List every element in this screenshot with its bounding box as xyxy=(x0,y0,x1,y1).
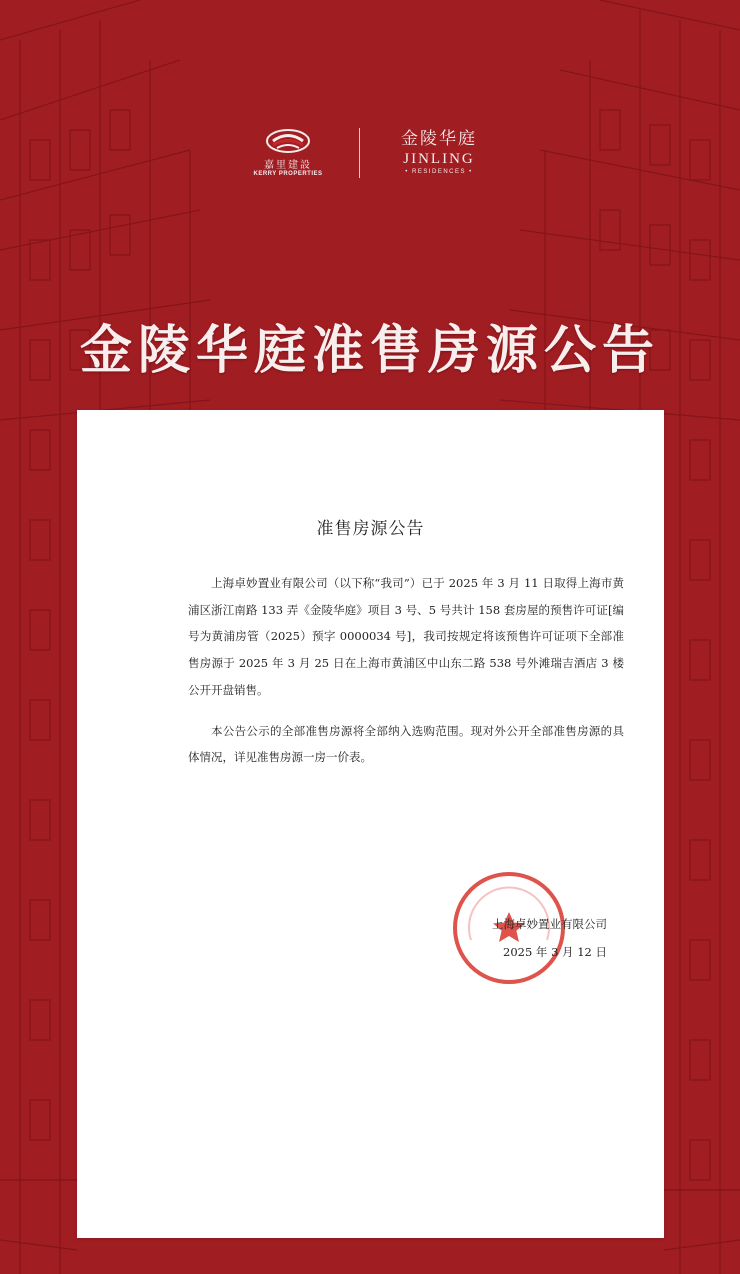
page-title: 金陵华庭准售房源公告 xyxy=(79,320,660,381)
notice-signature xyxy=(407,910,607,966)
jinling-logo-en: JINLING xyxy=(403,151,475,167)
notice-card xyxy=(77,410,664,1238)
logo-divider xyxy=(359,128,360,178)
signature-company: 上海卓妙置业有限公司 xyxy=(492,917,607,931)
brand-logo-bar xyxy=(0,122,740,192)
notice-paragraph: 上海卓妙置业有限公司（以下称“我司”）已于 2025 年 3 月 11 日取得上海市黄浦区浙江南路 133 弄《金陵华庭》项目 3 号、5 号共计 158 套房屋的预售许可证[编号为黄浦房管（2025）预字 0000034 号]，我司按规定将该预售许可证项下全部准售房源于 2025 年 3 月 25 日在上海市黄浦区中山东二路 538 号外滩瑞吉酒店 3 楼公开开盘销售。 xyxy=(188,576,624,697)
kerry-logo-cn: 嘉里建設 xyxy=(264,160,312,171)
notice-title: 准售房源公告 xyxy=(316,519,425,539)
kerry-logo-en: KERRY PROPERTIES xyxy=(253,171,323,177)
notice-body xyxy=(188,570,624,785)
notice-paragraph: 本公告公示的全部准售房源将全部纳入选购范围。现对外公开全部准售房源的具体情况，详见准售房源一房一价表。 xyxy=(188,723,624,765)
jinling-logo-sub: • RESIDENCES • xyxy=(405,169,473,175)
jinling-logo-cn: 金陵华庭 xyxy=(401,129,477,149)
jinling-residences-logo xyxy=(384,124,494,175)
kerry-logo-icon xyxy=(265,128,311,154)
signature-date: 2025 年 3 月 12 日 xyxy=(503,945,607,959)
kerry-properties-logo xyxy=(238,128,338,177)
